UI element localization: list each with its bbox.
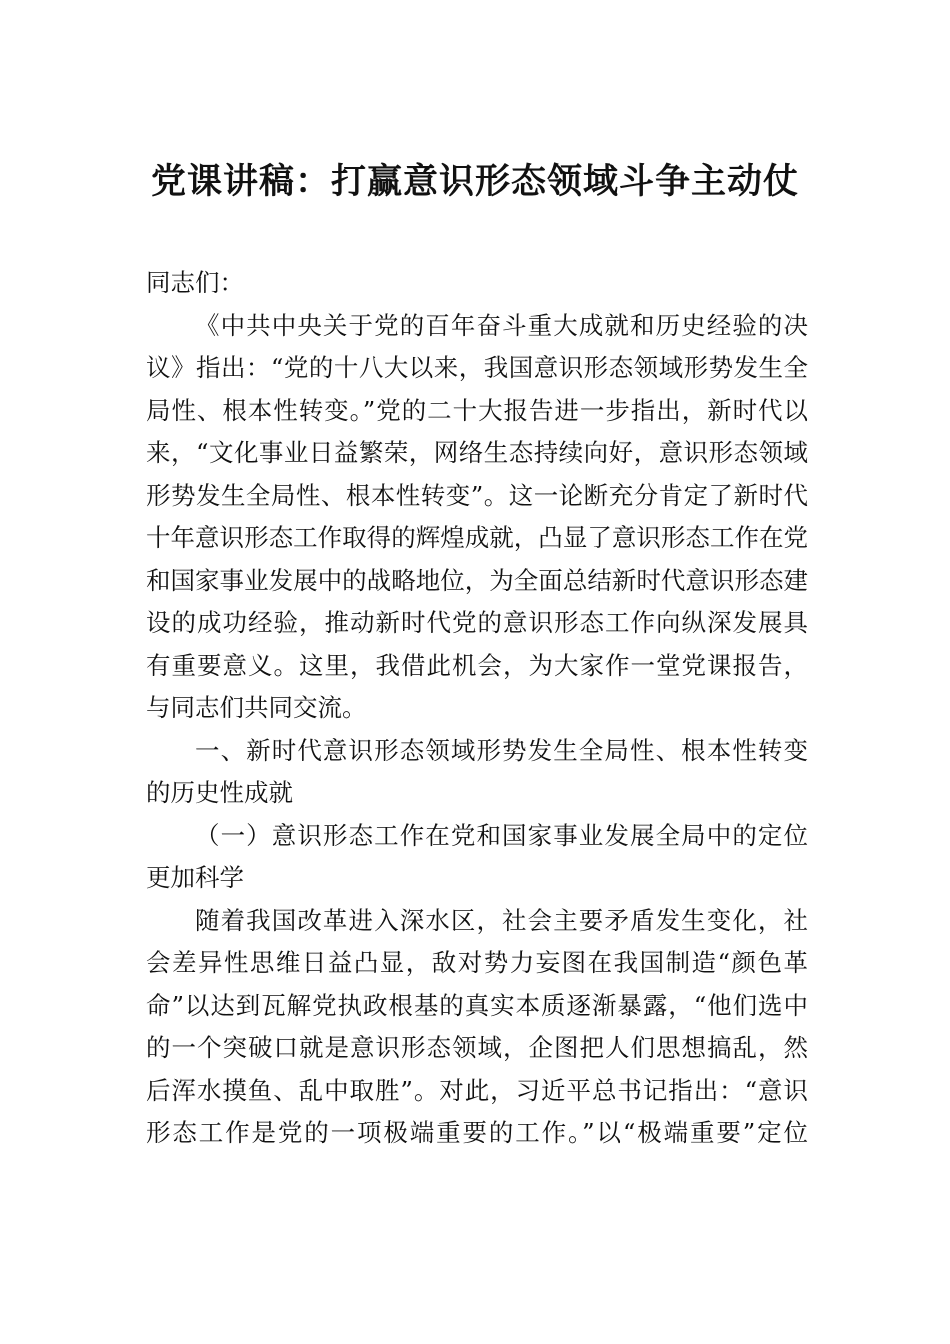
paragraph-line: 和国家事业发展中的战略地位，为全面总结新时代意识形态建	[146, 565, 808, 595]
subsection-heading-1	[146, 815, 808, 900]
heading-line: （一）意识形态工作在党和国家事业发展全局中的定位	[195, 820, 808, 850]
paragraph-line: 的一个突破口就是意识形态领域，企图把人们思想搞乱，然	[146, 1033, 808, 1062]
paragraph-line: 来，“文化事业日益繁荣，网络生态持续向好，意识形态领域	[146, 438, 808, 467]
paragraph-line: 有重要意义。这里，我借此机会，为大家作一堂党课报告，	[146, 650, 808, 680]
heading-line: 的历史性成就	[146, 778, 293, 807]
salutation: 同志们：	[146, 268, 244, 297]
paragraph-line: 随着我国改革进入深水区，社会主要矛盾发生变化，社	[195, 905, 808, 935]
paragraph-line: 与同志们共同交流。	[146, 693, 367, 722]
heading-line: 更加科学	[146, 863, 244, 892]
paragraph-body	[146, 900, 808, 1155]
paragraph-line: 设的成功经验，推动新时代党的意识形态工作向纵深发展具	[146, 608, 808, 637]
paragraph-line: 后浑水摸鱼、乱中取胜”。对此，习近平总书记指出：“意识	[146, 1075, 808, 1105]
paragraph-line: 《中共中央关于党的百年奋斗重大成就和历史经验的决	[195, 310, 808, 340]
paragraph-line: 十年意识形态工作取得的辉煌成就，凸显了意识形态工作在党	[146, 523, 808, 552]
paragraph-line: 形势发生全局性、根本性转变”。这一论断充分肯定了新时代	[146, 480, 808, 510]
paragraph-line: 会差异性思维日益凸显，敌对势力妄图在我国制造“颜色革	[146, 948, 808, 977]
paragraph-line: 局性、根本性转变。”党的二十大报告进一步指出，新时代以	[146, 395, 808, 425]
paragraph-line: 议》指出：“党的十八大以来，我国意识形态领域形势发生全	[146, 353, 808, 382]
heading-line: 一、新时代意识形态领域形势发生全局性、根本性转变	[195, 735, 808, 765]
paragraph-intro	[146, 305, 808, 730]
section-heading-1	[146, 730, 808, 815]
paragraph-line: 命”以达到瓦解党执政根基的真实本质逐渐暴露，“他们选中	[146, 990, 808, 1020]
document-body	[146, 262, 808, 1155]
paragraph-line: 形态工作是党的一项极端重要的工作。”以“极端重要”定位	[146, 1118, 808, 1147]
document-title: 党课讲稿：打赢意识形态领域斗争主动仗	[150, 161, 799, 202]
